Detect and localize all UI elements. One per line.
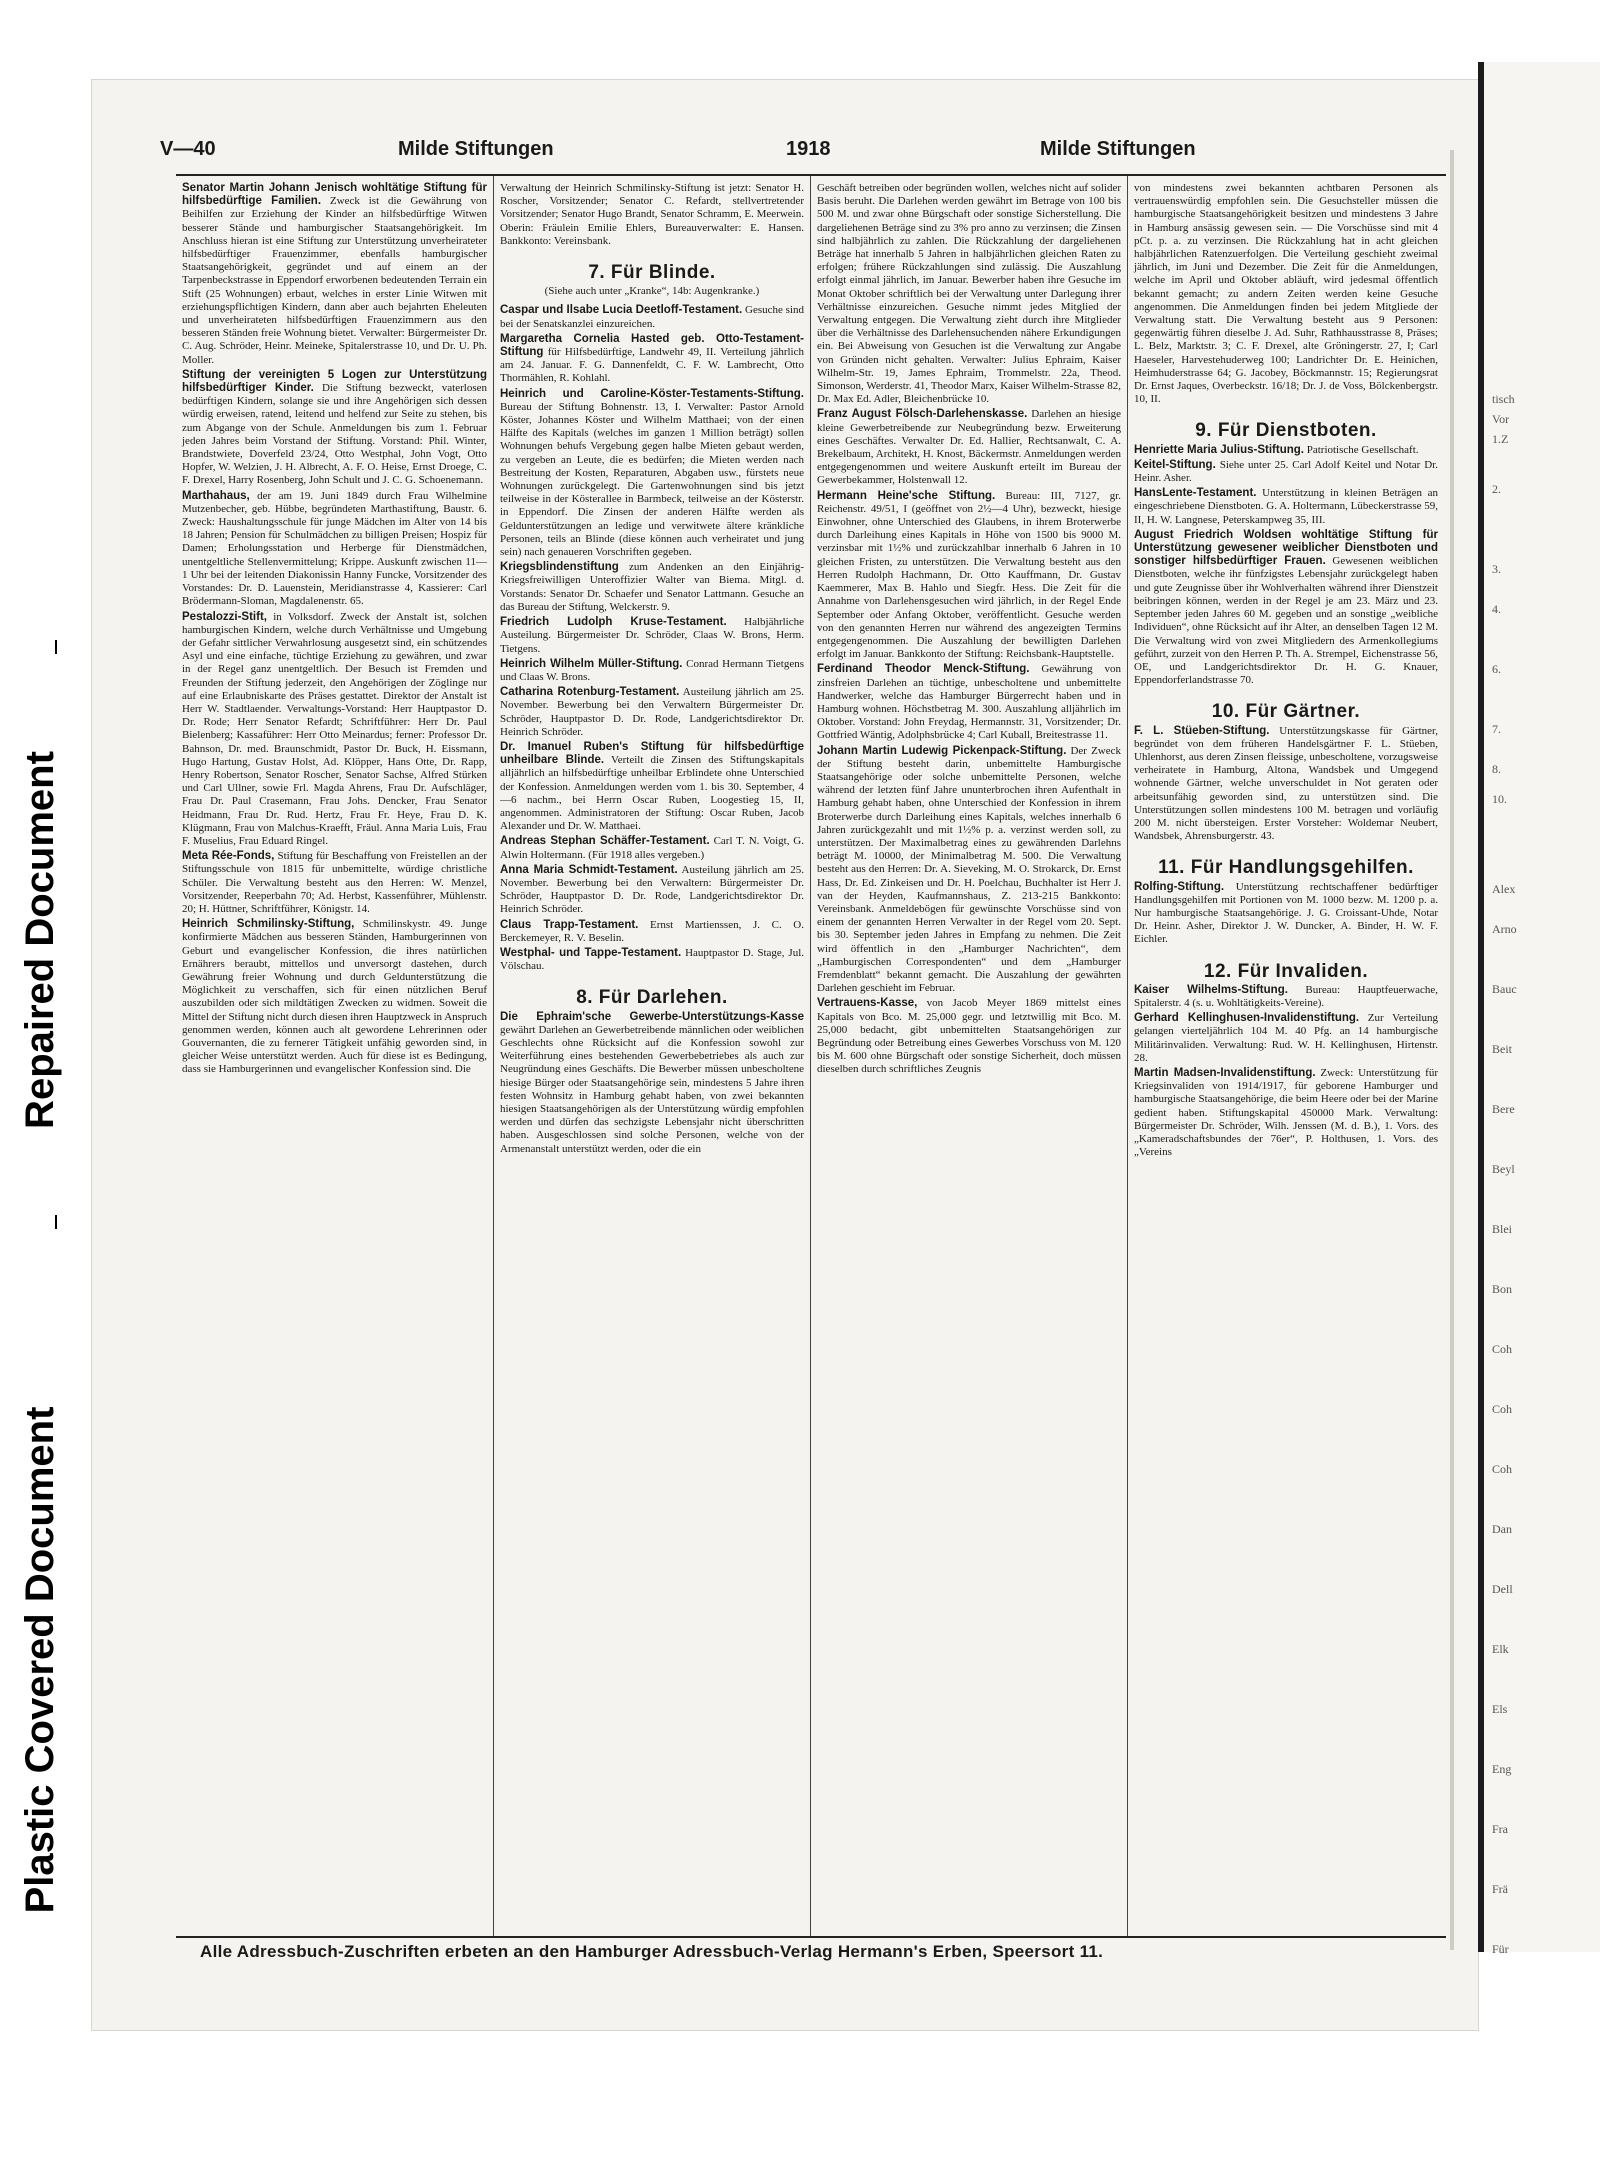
entry [182,369,487,488]
entry-name: Franz August Fölsch-Darlehenskasse. [817,408,1028,421]
entry-name: Kaiser Wilhelms-Stiftung. [1134,983,1288,996]
entry-name: Vertrauens-Kasse, [817,997,918,1010]
entry-text: Austeilung jährlich am 25. November. Bewerbung bei den Verwaltern Bürgermeister Dr. Schröder, Hauptpastor D. Dr. Rode, Landgerichtsdirektor Dr. Heinrich Schröder. [500,686,804,738]
entry-name: HansLente-Testament. [1134,487,1257,500]
entry-name: F. L. Stüeben-Stiftung. [1134,724,1270,737]
entry-name: Senator Martin Johann Jenisch wohltätige Stiftung für hilfsbedürftige Familien. [182,182,487,208]
entry-name: Rolfing-Stiftung. [1134,880,1225,893]
entry [500,1011,804,1156]
entry [817,997,1121,1076]
page-fold [1450,150,1454,1950]
entry-text: Ernst Martienssen, J. C. O. Berckemeyer, R. V. Beselin. [500,918,805,944]
entry-text: von Jacob Meyer 1869 mittelst eines Kapitals von Bco. M. 25,000 gegr. und letztwillig mit Bco. M. 25,000 bedacht, gibt unbemittelten Staatsangehörigen zur Begründung oder Betreibung eines Gewerbes Vorschuss von M. 120 bis M. 600 ohne Bürgschaft oder sonstige Sicherheit, doch müssen dieselben durch schriftliches Zeugnis [817,997,1121,1076]
section-heading: 9. Für Dienstboten. [1195,420,1377,442]
entry-name: Caspar und Ilsabe Lucia Deetloff-Testament. [500,304,743,317]
entry [500,616,804,656]
entry-text: Austeilung jährlich am 25. November. Bewerbung bei den Verwaltern: Bürgermeister Dr. Schröder, Hauptpastor D. Dr. Rode, Landgerichtsdirektor Dr. Heinrich Schröder. [500,863,804,916]
entry-name: Heinrich Wilhelm Müller-Stiftung. [500,657,683,670]
entry-text: der am 19. Juni 1849 durch Frau Wilhelmine Mutzenbecher, geb. Hübbe, begründeten Marthastiftung, Baustr. 6. Zweck: Haushaltungsschule für junge Mädchen im Alter von 14 bis 18 Jahren; Pension für Schulmädchen zu billigen Preisen; Hospiz für Damen; Erholungsstation und Herberge für Dienstmädchen, unentgeltliche Stellenvermittelung; Krippe. Auskunft zwischen 11—1 Uhr bei der leitenden Diakonissin Hanny Funcke, Vorsitzender des Vorstandes: Dr. D. Lauenstein, Meridianstrasse 4, Kassierer: Carl Brödermann-Sloman, Magdalenenstr. 65. [182,489,487,608]
entry-text: Unterstützung rechtschaffener bedürftiger Handlungsgehilfen mit Portionen von M. 1000 bezw. M. 1200 p. a. Nur hamburgische Staatsangehörige. J. G. Croissant-Uhde, Notar Dr. Heinr. Asher, Direktor J. W. Duncker, A. Binder, H. W. F. Eichler. [1134,880,1438,946]
running-title-right: Milde Stiftungen [1040,138,1196,160]
entry-name: Heinrich Schmilinsky-Stiftung, [182,918,355,931]
entry-name: Claus Trapp-Testament. [500,918,639,931]
entry-name: Keitel-Stiftung. [1134,458,1216,471]
entry [500,864,804,917]
entry-name: Die Ephraim'sche Gewerbe-Unterstützungs-Kasse [500,1010,804,1023]
entry-text: in Volksdorf. Zweck der Anstalt ist, solchen hamburgischen Kindern, welche durch Verhältnisse und Umgebung der Gefahr sittlicher Verwahrlosung ausgesetzt sind, ein schützendes Asyl und eine einfache, tüchtige Erziehung zu gewähren, und zwar in der Regel ganz unentgeltlich. Der Besuch ist Fremden und Freunden der Stiftung jederzeit, den Angehörigen der Zöglinge nur auf eine Erlaubniskarte des Präses gestattet. Direktor der Anstalt ist Herr W. Stadtlaender. Verwaltungs-Vorstand: Herr Hauptpastor D. Dr. Rode; Herr Senator Refardt; Schriftführer: Herr Dr. Paul Bielenberg; Kassaführer: Herr Otto Meinardus; ferner: Professor Dr. Bahnson, Dr. med. Braunschmidt, Pastor Dr. Buck, H. Eissmann, Hugo Hartung, Gustav Holst, Ad. Klöpper, Hans Otte, Dr. Rapp, Henry Robertson, Senator Roscher, Senator Sachse, Alfred Stürken und Carl Ullner, sowie Frl. Magda Ahrens, Frau Dr. Aufschläger, Frau Dr. Paul Crasemann, Frau Johs. Dencker, Frau Senator Heidmann, Frau Dr. Rud. Hertz, Frau Fr. Heye, Frau D. K. Klügmann, Frau von Malchus-Kraefft, Fräul. Anna Maria Luis, Frau F. Muselius, Frau Eduard Ringel. [182,610,487,847]
entry [500,388,804,560]
entry-text: zum Andenken an den Einjährig-Kriegsfreiwilligen Unteroffizier Walter van Biema. Mitgl. d. Vorstands: Senator Dr. Schaefer und Senator Lattmann. Gesuche an das Bureau der Stiftung, Welckerstr. 9. [500,561,805,613]
entry [182,611,487,849]
entry-text: Bureau: Hauptfeuerwache, Spitalerstr. 4 (s. u. Wohltätigkeits-Vereine). [1134,983,1438,1009]
entry [1134,182,1438,406]
entry [500,947,804,973]
entry-name: Margaretha Cornelia Hasted geb. Otto-Testament-Stiftung [500,332,804,359]
entry [500,741,804,833]
entry-text: von mindestens zwei bekannten achtbaren Personen als vertrauenswürdig empfohlen sein. Die Gesuchsteller müssen die hamburgische Staatsangehörigkeit besitzen und mindestens 3 Jahre in Hamburg ansässig gewesen sein. — Die Vorschüsse sind mit 4 pCt. p. a. zu verzinsen. Die Rückzahlung hat in acht gleichen halbjährlichen Ratenzuerfolgen. Die Verteilung geschieht zweimal jährlich, im Juni und Dezember. Die Zeit für die Anmeldungen, welche im April und Oktober abläuft, wird jedesmal öffentlich bekannt gemacht; zu andern Zeiten werden keine Gesuche angenommen. Die Anmeldungen finden bei jedem Mitgliede der Verwaltung statt. Die Verwaltung besteht aus 9 Personen: gegenwärtig führen dieselbe J. Ad. Suhr, Rathhausstrasse 8, Präses; L. Belz, Marktstr. 3; C. F. Drexel, alte Gröningerstr. 27, I; Carl Haeseler, Harvestehuderweg 100; Landrichter Dr. E. Heinichen, Heimhuderstrasse 64; G. Jacobey, Böckmannstr. 15; Regierungsrat Dr. Ernst Jaques, Overbeckstr. 16/18; Dr. J. de Voss, Bölckenbergstr. 10, II. [1134,182,1438,406]
entry-name: Kriegsblindenstiftung [500,561,619,574]
entry-text: Bureau: III, 7127, gr. Reichenstr. 49/51, I (geöffnet von 2½—4 Uhr), bezweckt, hiesige Einwohner, ohne Unterschied des Glaubens, in ihrem Broterwerbe durch Darleihung eines Kapitals in Höhe von 1500 bis 9000 M. verzinsbar mit 1½% und zurückzahlbar innerhalb 6 Jahren in 10 gleichen Fristen, zu unterstützen. Die Verwaltung besteht aus den Herren Rudolph Hachmann, Dr. Otto Kauffmann, Dr. Gustav Kaemmerer, Max B. Hahlo und Siegfr. Hess. Die Zeit für die Annahme von Darlehensgesuchen wird jährlich, in der Regel Ende September oder Anfang Oktober, veröffentlicht. Gesuche werden von den genannten Herren nur während des angezeigten Termins entgegengenommen. Die Auszahlung der bewilligten Darlehen erfolgt im Januar. Bankkonto der Stiftung: Reichsbank-Hauptstelle. [817,489,1122,661]
text-columns [176,174,1446,1938]
entry [500,919,804,945]
entry [500,658,804,684]
entry [500,182,804,248]
column-4 [1127,176,1444,1936]
entry-name: Friedrich Ludolph Kruse-Testament. [500,616,727,629]
entry [1134,1012,1438,1065]
entry [182,182,487,367]
entry [500,304,804,330]
entry-name: Stiftung der vereinigten 5 Logen zur Unterstützung hilfsbedürftiger Kinder. [182,368,487,395]
entry-text: Hauptpastor D. Stage, Jul. Völschau. [500,946,805,973]
entry-name: Westphal- und Tappe-Testament. [500,946,682,959]
entry-text: Unterstützung in kleinen Beträgen an eingeschriebene Dienstboten. G. A. Holtermann, Lübeckerstrasse 59, II, H. W. Langnese, Peterskampweg 35, III. [1134,487,1439,526]
entry [1134,459,1438,485]
entry [182,918,487,1076]
entry-name: Martin Madsen-Invalidenstiftung. [1134,1066,1316,1079]
entry [1134,725,1438,844]
entry [817,663,1121,742]
entry [817,408,1121,487]
entry [500,561,804,614]
label-separator [55,640,57,654]
entry [817,490,1121,662]
entry-name: Marthahaus, [182,489,250,502]
entry-text: für Hilfsbedürftige, Landwehr 49, II. Verteilung jährlich am 24. Januar. F. G. Dannenfeldt, C. F. W. Lambrecht, Otto Thormählen, R. Kohlahl. [500,346,804,385]
section-heading: 8. Für Darlehen. [576,987,728,1009]
column-3 [810,176,1127,1936]
entry [1134,1067,1438,1159]
label-separator [55,1215,57,1229]
entry-text: Unterstützungskasse für Gärtner, begründet von dem früheren Handelsgärtner F. L. Stüeben, Uhlenhorst, aus deren Zinsen fleissige, unbescholtene, vorzugsweise verheiratete in Hamburg, Altona, Wandsbek und Umgegend wohnende Gärtner, welche unverschuldet in Not geraten oder arbeitsunfähig geworden sind, zu unterstützen sind. Die Unterstützungen sollen mindestens 100 M. betragen und vorläufig 200 M. nicht übersteigen. Erster Vorsteher: Woldemar Neubert, Wandsbek, Ahrensburgerstr. 43. [1134,724,1439,843]
entry-text: Gewährung von zinsfreien Darlehen an tüchtige, unbescholtene und unbemittelte Handwerker, welche das Hamburger Bürgerrecht haben und in Hamburg wohnen. Höchstbetrag M. 300. Auszahlung alljährlich im Oktober. Vorstand: John Freydag, Hermannstr. 31, Vorsitzender; Dr. Gottfried Wäntig, Adolphsbrücke 4; Carl Kuball, Breitestrasse 11. [817,663,1122,742]
section-heading: 12. Für Invaliden. [1203,960,1369,982]
entry [500,333,804,386]
entry-name: Meta Rée-Fonds, [182,850,275,863]
entry [1134,444,1438,457]
plastic-covered-label: Plastic Covered Document [18,1406,62,1914]
entry-text: Stiftung für Beschaffung von Freistellen an der Stiftungsschule von 1815 für unbemittelte, würdige christliche Schüler. Die Verwaltung besteht aus den Herren: W. Menzel, Vorsitzender, Reeperbahn 70; Ad. Herbst, Kassenführer, Mühlenstr. 20; H. Hüttner, Schriftführer, Königstr. 14. [182,850,488,915]
entry-name: Henriette Maria Julius-Stiftung. [1134,443,1304,456]
entry-text: Gesuche sind bei der Senatskanzlei einzureichen. [500,304,805,330]
section-heading: 7. Für Blinde. [588,262,716,284]
entry-name: Pestalozzi-Stift, [182,610,267,623]
entry-name: Gerhard Kellinghusen-Invalidenstiftung. [1134,1012,1360,1025]
entry [500,835,804,861]
entry-text: Zweck: Unterstützung für Kriegsinvaliden von 1914/1917, für geborene Hamburger und hamburgische Staatsangehörige, die beim Heere oder bei der Marine gedient haben. Stiftungskapital 450000 Mark. Verwaltung: Bürgermeister Dr. Schröder, Wilh. Jenssen (M. d. B.), 1. Vors. des „Kameradschaftsbundes der 76er“, P. Holthusen, 1. Vors. des „Vereins [1134,1066,1438,1159]
entry-text: gewährt Darlehen an Gewerbetreibende männlichen oder weiblichen Geschlechts ohne Rücksicht auf die Konfession sowohl zur Weiterführung eines bestehenden Gewerbebetriebes als auch zur Neugründung eines Geschäfts. Die Bewerber müssen unbescholtene hiesige Bürger oder Staatsangehörige sein, mindestens 5 Jahre ihren festen Wohnsitz in Hamburg gehabt haben, von zwei bekannten hiesigen Staatsangehörigen als der Unterstützung würdig empfohlen werden und dürfen das sechzigste Lebensjahr nicht überschritten haben. Ausgeschlossen sind solche Personen, welche von der Armenanstalt unterstützt werden, oder die ein [500,1023,804,1155]
entry-text: Conrad Hermann Tietgens und Claas W. Brons. [500,657,804,683]
entry-text: Gewesenen weiblichen Dienstboten, welche ihr fünfzigstes Lebensjahr zurückgelegt haben und gute Zeugnisse über ihr Wohlverhalten während ihrer Dienstzeit beibringen können, werden in der Regel je am 23. März und 23. September jeden Jahres 60 M. gegeben und an sonstige „weibliche Individuen“, ohne Rücksicht auf ihr Alter, an denselben Tagen 12 M. Die Verwaltung wird von zwei Mitgliedern des Armenkollegiums geführt, zurzeit von den Herren P. Th. A. Strempel, Eichenstrasse 56, OE, und Landgerichtsdirektor Dr. H. G. Knauer, Eppendorferlandstrasse 70. [1134,555,1438,687]
entry-text: Verwaltung der Heinrich Schmilinsky-Stiftung ist jetzt: Senator H. Roscher, Vorsitzender; Senator C. Refardt, stellvertretender Vorsitzender; Senator Hugo Brandt, Senator Schramm, E. Meerwein. Oberin: Fräulein Emilie Ehlers, Bureauverwalter: E. Hansen. Bankkonto: Vereinsbank. [500,182,804,247]
entry-text: Verteilt die Zinsen des Stiftungskapitals alljährlich an hilfsbedürftige unheilbar Erblindete ohne Unterschied der Konfession. Anmeldungen werden vom 1. bis 30. September, 4—6 nachm., bei Herrn Oscar Ruben, Loogestieg 15, II, angenommen. Administratoren der Stiftung: Oscar Ruben, Jacob Alexander und Dr. W. Matthaei. [500,754,804,833]
entry [817,745,1121,996]
entry [1134,881,1438,947]
year: 1918 [786,138,831,160]
entry [1134,487,1438,527]
entry-text: Die Stiftung bezweckt, vaterlosen bedürftigen Kindern, solange sie und ihre Angehörigen sich dessen würdig erweisen, ratend, leitend und helfend zur Seite zu stehen, bis zum Abgange von der Schule. Anmeldungen bis zum 1. Februar jeden Jahres beim Vorstand der Stiftung. Vorstand: Phil. Winter, Brandstwiete, Doverfeld 23/24, Otto Westphal, John Vogt, Otto Hopfer, W. Welzien, J. H. Albrecht, A. F. O. Heise, Ernst Droege, C. F. Drexel, Harry Rosenberg, John Schult und J. C. G. Schoenemann. [182,382,487,487]
entry-text: Zur Verteilung gelangen vierteljährlich 104 M. 40 Pfg. an 14 hamburgische Militärinvaliden. Verwaltung: Rud. W. H. Kellinghusen, Hirtenstr. 28. [1134,1012,1438,1064]
entry-name: Heinrich und Caroline-Köster-Testaments-Stiftung. [500,387,804,400]
entry-text: Darlehen an hiesige kleine Gewerbetreibende zur Neubegründung bezw. Erweiterung eines Geschäftes. Verwalter Dr. Ed. Hallier, Rechtsanwalt, C. A. Brekelbaum, Architekt, H. Knost, Bäckermstr. Anmeldungen werden entgegengenommen und weitere Auskunft erteilt im Bureau der Gewerbekammer, Holstenwall 12. [817,408,1122,487]
entry-text: Zweck ist die Gewährung von Beihilfen zur Erziehung der Kinder an hilfsbedürftige Witwen besserer Stände und hamburgischer Staatsangehörigkeit. Im Anschluss hieran ist eine Stiftung zur Unterstützung unverheirateter hilfsbedürftiger Frauenzimmer, ebenfalls hamburgischer Staatsangehörigkeit, gegründet und auf einem an der Tarpenbeckstrasse in Eppendorf erworbenen bedeutenden Terrain ein Stift (25 Wohnungen) erbaut, welches in erster Linie Witwen mit erziehungspflichtigen Kindern, dann aber auch bejahrten Eheleuten und unverheirateten hilfsbedürftigen Frauenzimmern aus den besseren Ständen freie Wohnung bietet. Verwalter: Bürgermeister Dr. C. Aug. Schröder, Heinr. Meineke, Spitalerstrasse 10, und Dr. U. Ph. Moller. [182,195,488,366]
entry-name: Dr. Imanuel Ruben's Stiftung für hilfsbedürftige unheilbare Blinde. [500,740,804,767]
entry-name: Andreas Stephan Schäffer-Testament. [500,835,710,848]
repaired-document-label: Repaired Document [18,751,62,1129]
section-heading: 10. Für Gärtner. [1211,701,1361,723]
entry [1134,984,1438,1010]
section-note: (Siehe auch unter „Kranke“, 14b: Augenkranke.) [544,285,760,298]
entry-name: Catharina Rotenburg-Testament. [500,686,680,699]
entry [500,686,804,739]
adjacent-page-edge: tisch Vor 1.Z 2. 3. 4. 6. 7. 8. 10. Alex Arno Bauc Beit Bere Beyl Blei Bon Coh Coh Coh Dan Dell Elk Els Eng Fra Frä Für [1478,62,1600,1952]
entry-name: Johann Martin Ludewig Pickenpack-Stiftung. [817,744,1067,757]
entry-text: Carl T. N. Voigt, G. Alwin Holtermann. (Für 1918 alles vergeben.) [500,835,804,861]
column-1 [176,176,493,1936]
entry [1134,529,1438,687]
running-title-left: Milde Stiftungen [398,138,554,160]
entry-name: Anna Maria Schmidt-Testament. [500,863,678,876]
entry-name: August Friedrich Woldsen wohltätige Stiftung für Unterstützung gewesener weiblicher Dienstboten und sonstiger hilfsbedürftiger Frauen. [1134,528,1438,568]
entry [182,490,487,609]
entry-text: Siehe unter 25. Carl Adolf Keitel und Notar Dr. Heinr. Asher. [1134,458,1438,485]
entry-text: Der Zweck der Stiftung besteht darin, unbemittelte Hamburgische Staatsangehörige oder solche unbemittelte Personen, welche während der letzten fünf Jahre ununterbrochen ihren Aufenthalt in Hamburg gehabt haben, ohne Unterschied der Konfession in ihrem Broterwerbe durch Darleihung eines Kapitals, welches innerhalb 6 Jahren zurückgezahlt und mit 1½% p. a. verzinst werden soll, zu unterstützen. Der Maximalbetrag eines zu gewährenden Darlehns beträgt M. 10000, der Minimalbetrag M. 500. Die Verwaltung besteht aus den Herren: Dr. A. Sieveking, M. O. Strokarck, Dr. Ernst Hass, Dr. Ed. Zinkeisen und Dr. H. Poelchau, Buchhalter ist Herr J. van der Heyden, Kaufmannshaus, Z. 213-215 Bankkonto: Vereinsbank. Anmeldebögen für gewünschte Vorschüsse sind von einem der genannten Herren Verwalter in der Regel vom 20. Sept. bis 30. September jeden Jahres in Empfang zu nehmen. Die Zeit wird öffentlich in den „Hamburger Nachrichten“, dem „Hamburgischen Correspondenten“ und dem „Hamburger Fremdenblatt“ bekannt gemacht. Die Auszahlung der gewährten Darlehen geschieht im Februar. [817,744,1121,995]
entry-text: Geschäft betreiben oder begründen wollen, welches nicht auf solider Basis beruht. Die Darlehen werden gewährt im Betrage von 100 bis 500 M. und zwar ohne Bürgschaft oder sonstige Sicherstellung. Die dargeliehenen Beträge sind zu 3% pro anno zu verzinsen; die Zinsen sind halbjährlich zu zahlen. Die Rückzahlung der dargeliehenen Beträge hat innerhalb 5 Jahren in halbjährlichen gleichen Raten zu erfolgen; frühere Rückzahlungen sind zulässig. Die Auszahlung erfolgt einmal jährlich, im Januar. Bewerber haben ihre Gesuche im Monat Oktober schriftlich bei der Verwaltung unter Darlegung ihrer Verhältnisse einzureichen. Gesuche nimmt jedes Mitglied der Verwaltung entgegen. Die Verwaltung zieht durch ihre Mitglieder über die Verhältnisse des Darlehensuchenden nähere Erkundigungen ein. Bei Abweisung von Gesuchen ist die Verwaltung zur Angabe von Gründen nicht gehalten. Verwalter: Julius Ephraim, Kaiser Wilhelm-Str. 19, James Ephraim, Trommelstr. 22a, Theod. Simonson, Werderstr. 41, Theodor Marx, Kaiser Wilhelm-Strasse 82, Dr. Max Ed. Adler, Bleichenbrücke 10. [817,182,1121,406]
entry-name: Hermann Heine'sche Stiftung. [817,489,996,502]
page-number: V—40 [160,138,216,160]
page-header [160,138,1450,168]
entry-text: Patriotische Gesellschaft. [1306,443,1419,456]
entry-text: Bureau der Stiftung Bohnenstr. 13, I. Verwalter: Pastor Arnold Köster, Johannes Köster und Wilhelm Matthaei; von der einen Hälfte des Kapitals (welches im ganzen 1 Million beträgt) sollen Wohnungen behufs Vergebung gegen halbe Mieten gebaut werden, zu vergeben an Leute, die es bedürfen; die Mieten werden nach Bestreitung der Kosten, Reparaturen, Abgaben usw., fürstets neue Wohnungen zurückgelegt. Die Gartenwohnungen sind bis jetzt teilweise in der Kösterallee in Barmbeck, teilweise an der Kösterstr. in Eppendorf. Die Zinsen der anderen Hälfte werden als Geldunterstützungen an ledige und verwitwete ältere kränkliche Personen, teils an Blinde (diese können auch verheiratet und jung sein) nach genaueren Vorschriften gegeben. [500,400,804,559]
publisher-footer: Alle Adressbuch-Zuschriften erbeten an den Hamburger Adressbuch-Verlag Hermann's Erben, Speersort 11. [200,1942,1104,1961]
entry-text: Halbjährliche Austeilung. Bürgermeister Dr. Schröder, Claas W. Brons, Herm. Tietgens. [500,616,804,655]
entry [182,850,487,916]
entry [817,182,1121,406]
entry-text: Schmilinskystr. 49. Junge konfirmierte Mädchen aus besseren Ständen, Hamburgerinnen von Geburt und evangelischer Konfession, die ihres natürlichen Ernährers beraubt, mittellos und unversorgt dastehen, durch Gewährung freier Wohnung und durch Geldunterstützung die Möglichkeit zu verschaffen, sich für einen nützlichen Beruf auszubilden oder sich mildtätigen Zwecken zu widmen. Soweit die Mittel der Stiftung nicht durch diesen ihren Hauptzweck in Anspruch genommen werden, können auch alt gewordene Lehrerinnen oder Gouvernanten, die zu fernerer Tätigkeit unfähig geworden sind, in gleicher Weise unterstützt werden. Auch für diese ist es Bedingung, dass sie Hamburgerinnen und evangelischer Konfession sind. Die [182,918,487,1076]
section-heading: 11. Für Handlungsgehilfen. [1158,857,1414,879]
column-2 [493,176,810,1936]
entry-name: Ferdinand Theodor Menck-Stiftung. [817,663,1030,676]
